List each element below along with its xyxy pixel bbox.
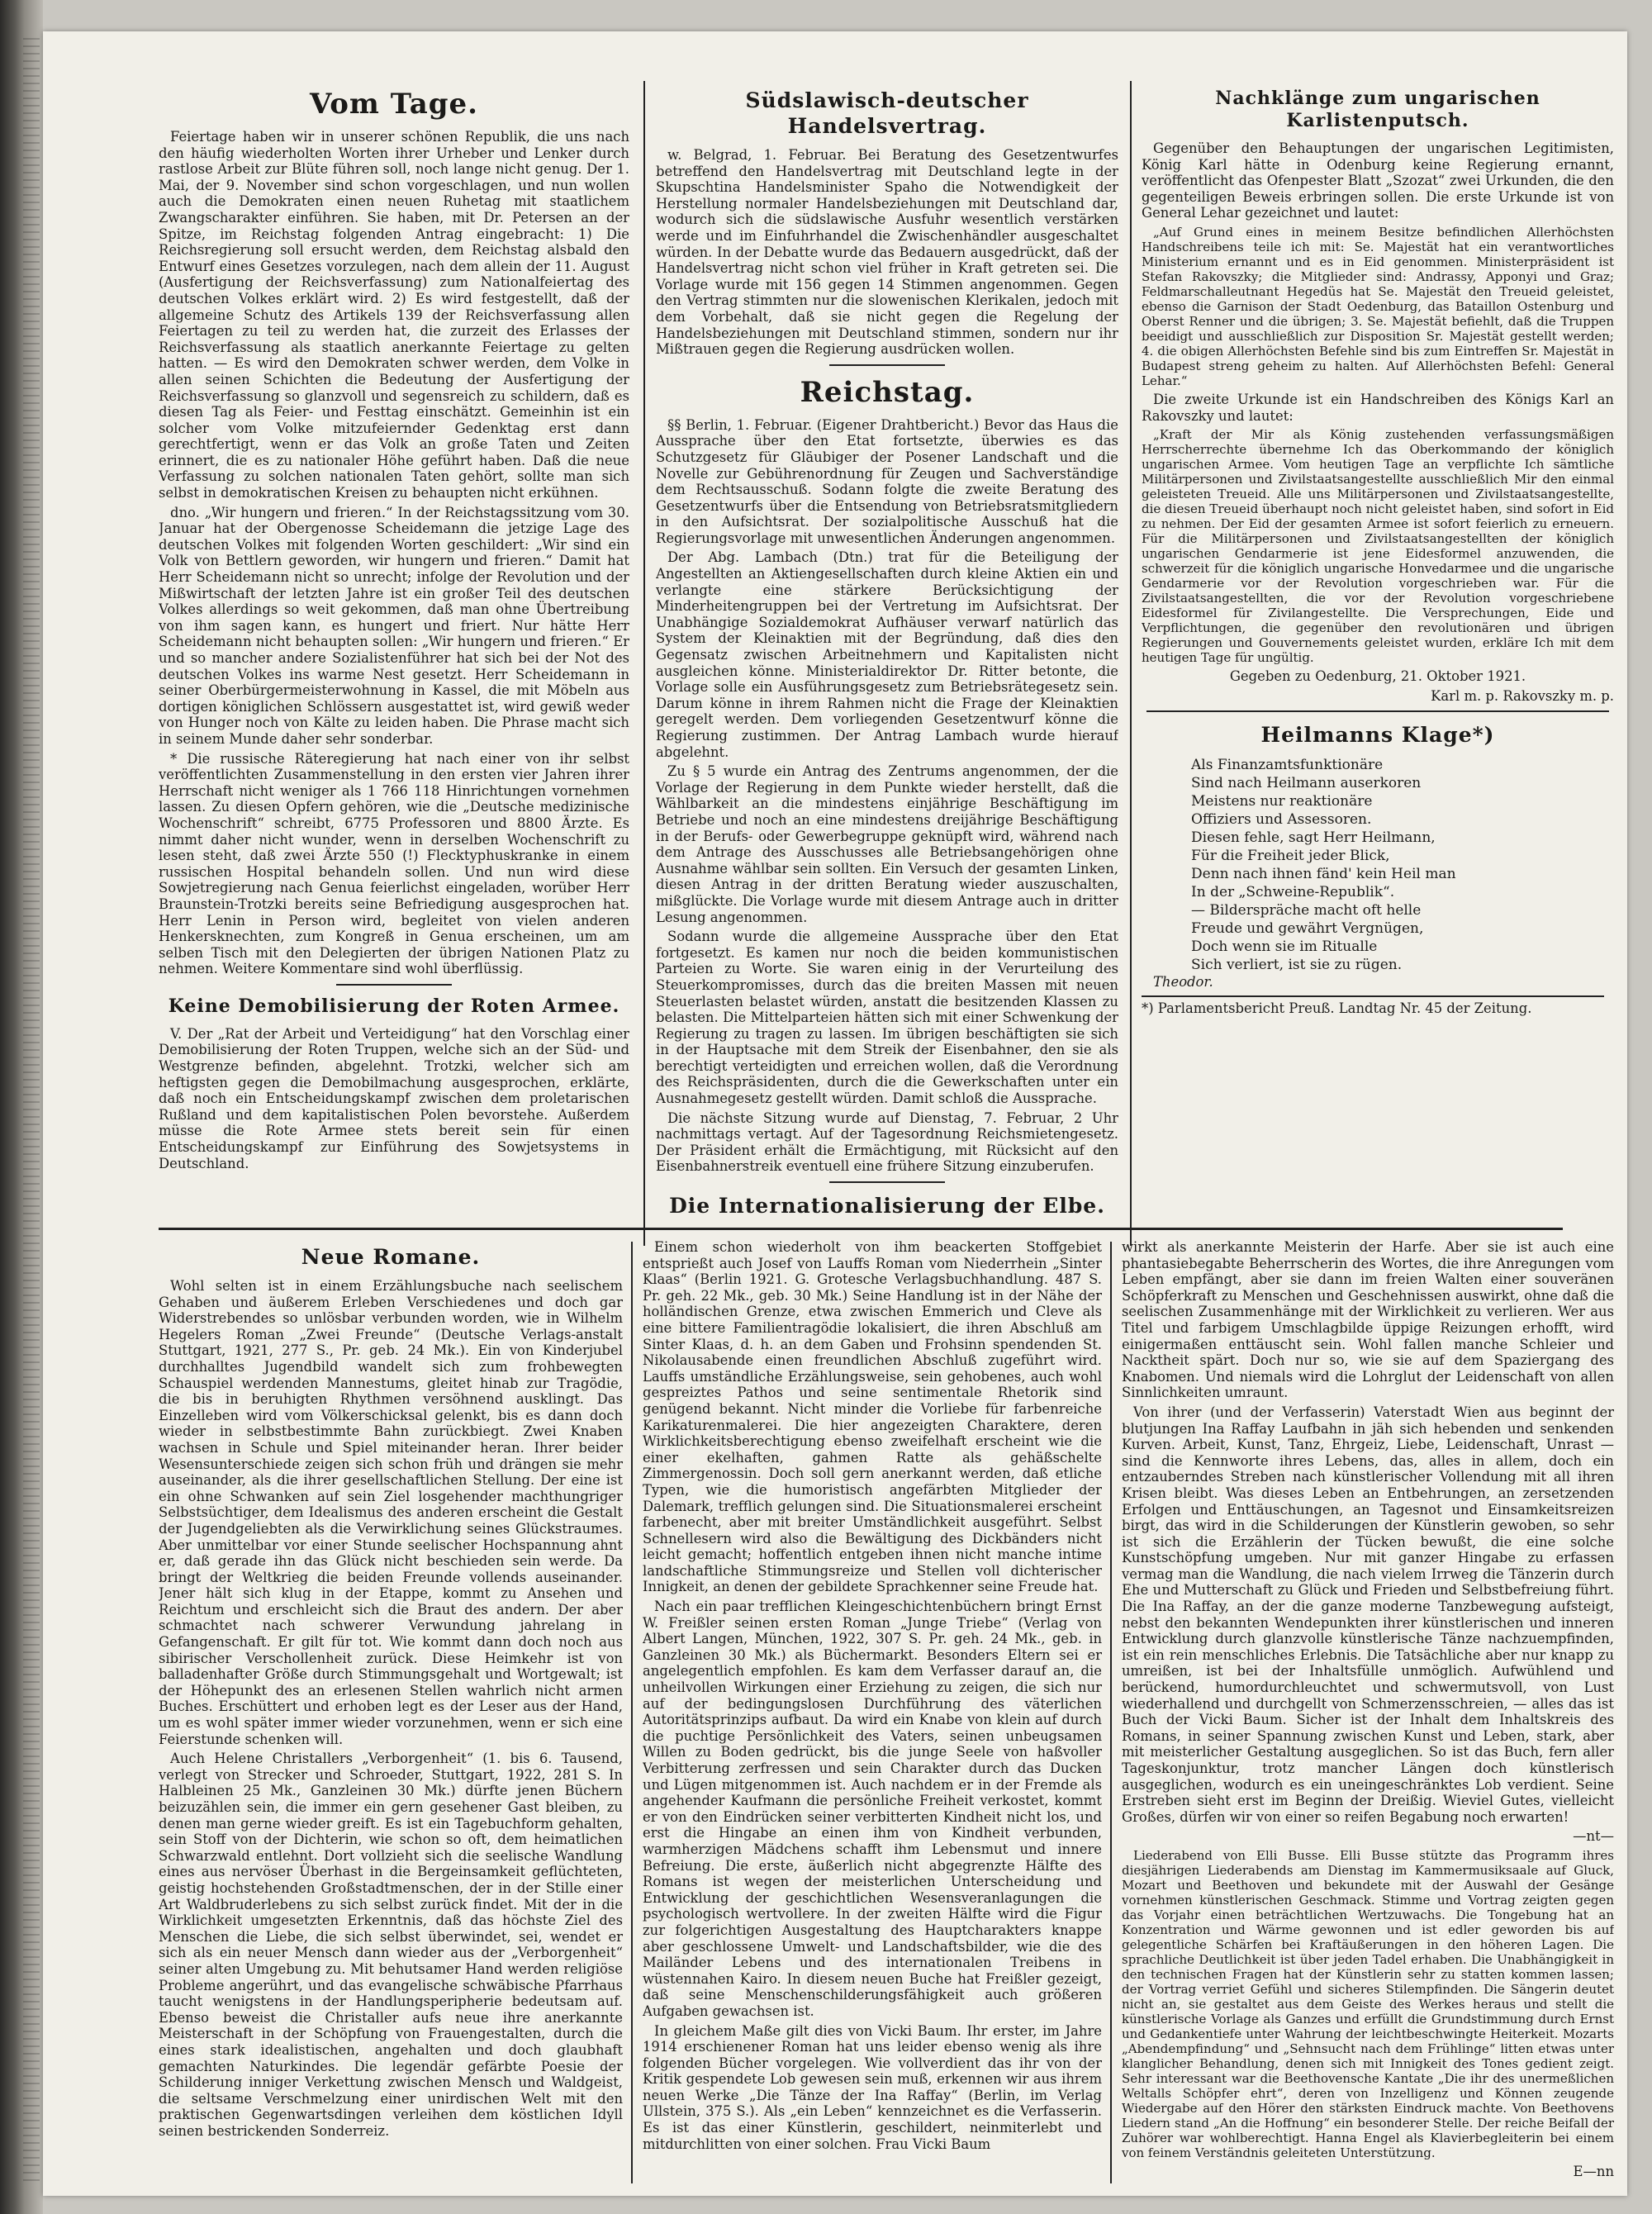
reichstag-paragraph-3: Zu § 5 wurde ein Antrag des Zentrums angenommen, der die Vorlage der Regierung in dem Punkte wieder herstellt, daß die Wählbarkeit an die mindestens einjährige Beschäftigung im Betriebe und noch an eine mindestens dreijährige Beschäftigung in der Berufs- oder Gewerbegruppe geknüpft wird, während nach dem Antrage des Ausschusses alle Betriebsangehörigen ohne Ausnahme wählbar sein sollten. Ein Versuch der gesamten Linken, diesen Antrag in der dritten Beratung wieder auszuschalten, mißglückte. Die Vorlage wurde mit diesem Antrage auch in dritter Lesung angenommen. xyxy=(656,763,1118,925)
romane-title: Neue Romane. xyxy=(301,1245,481,1269)
poem-line: Offiziers und Assessoren. xyxy=(1191,811,1372,829)
column-2 xyxy=(656,83,1118,1227)
romane-signature-1: —nt— xyxy=(1573,1828,1614,1845)
romane-paragraph-5: In gleichem Maße gilt dies von Vicki Baum. Ihr erster, im Jahre 1914 erschienener Roman hat uns leider ebenso wenig als ihre folgenden Bücher vorgelegen. Wie vollverdient das ihr von der Kritik gespendete Lob gewesen sein muß, erkennen wir aus ihrem neuen Werke „Die Tänze der Ina Raffay“ (Berlin, im Verlag Ullstein, 375 S.). Als „ein Leben“ kennzeichnet es die Verfasserin. Es ist das einer Künstlerin, geschildert, neinmiterlebt und mitdurchlitten von einer solchen. Frau Vicki Baum xyxy=(643,2022,1102,2152)
romane-paragraph-4: Nach ein paar trefflichen Kleingeschichtenbüchern bringt Ernst W. Freißler seinen ersten Roman „Junge Triebe“ (Verlag von Albert Langen, München, 1922, 307 S. Pr. geh. 24 Mk., geb. in Ganzleinen 30 Mk.) als Büchermarkt. Besonders Eltern sei er angelegentlich empfohlen. Es kam dem Verfasser darauf an, die unheilvollen Wirkungen einer Erziehung zu zeigen, die sich nur auf der bedingungslosen Durchführung des väterlichen Autoritätsprinzips aufbaut. Da wird ein Knabe von klein auf durch die puchtige Persönlichkeit des Vaters, seinen unbeugsamen Willen zu Boden gedrückt, bis die junge Seele von haßvoller Verbitterung zerfressen und sein Charakter durch das Ducken und Lügen mitgenommen ist. Auch nachdem er in der Fremde als angehender Kaufmann die persönliche Freiheit verkostet, kommt er von den Eindrücken seiner verbitterten Kindheit nicht los, und erst die Hingabe an einen ihm von Kindheit verbunden, warmherzigen Mädchens schafft ihm Lebensmut und innere Befreiung. Die erste, äußerlich nicht abgegrenzte Hälfte des Romans ist wegen der meisterlichen Unterscheidung und Entwicklung der geschichtlichen Wesensveranlagungen die psychologisch wertvollere. In der zweiten Hälfte wird die Figur zur folgerichtigen Ausgestaltung des Hauptcharakters knappe aber geschlossene Umwelt- und Landschaftsbilder, wie die des Mailänder Lebens und des internationalen Treibens in wüstennahen Kairo. In diesem neuen Buche hat Freißler gezeigt, daß seine Menschenschilderungsfähigkeit auch größeren Aufgaben gewachsen ist. xyxy=(643,1599,1102,2019)
column-rule-4 xyxy=(1110,1242,1112,2183)
reichstag-paragraph-4: Sodann wurde die allgemeine Aussprache über den Etat fortgesetzt. Es kamen nur noch die beiden kommunistischen Parteien zu Worte. Sie waren einig in der Verurteilung des Steuerkompromisses, durch das die breiten Massen mit neuen Steuerlasten belastet würden, anstatt die besitzenden Klassen zu belasten. Die Mittelparteien hätten sich mit einer Schwenkung der Regierung zu tragen zu lassen. Im übrigen beschäftigten sie sich in der Hauptsache mit dem Streik der Eisenbahner, den sie als berechtigt verteidigten und erreichen wollen, daß die Verordnung des Reichspräsidenten, durch die die Gewerkschaften unter ein Ausnahmegesetz gestellt würden. Damit schloß die Aussprache. xyxy=(656,929,1118,1107)
newspaper-page xyxy=(43,31,1627,2196)
elbe-title: Die Internationalisierung der Elbe. xyxy=(669,1194,1105,1219)
romane-paragraph-7: Von ihrer (und der Verfasserin) Vaterstadt Wien aus beginnt der blutjungen Ina Raffay Laufbahn in jäh sich hebenden und senkenden Kurven. Arbeit, Kunst, Tanz, Ehrgeiz, Liebe, Leidenschaft, Unrast — sind die Kennworte ihres Lebens, das, alles in allem, doch ein entzauberndes Streben nach künstlerischer Vollendung mit all ihren Krisen bleibt. Was dieses Leben an Entbehrungen, an zersetzenden Erfolgen und Enttäuschungen, an Tagesnot und Einsamkeitsreizen birgt, das wird in die Schilderungen der Künstlerin gewoben, so sehr ist sich die Erzählerin der Tücken bewußt, die eine solche Kunstschöpfung umgeben. Nur mit ganzer Hingabe zu erfassen vermag man die Wandlung, die nach vielem Irrweg die Tänzerin durch Ehe und Mutterschaft zu Glück und Frieden und Selbstbefreiung führt. Die Ina Raffay, an der die ganze moderne Tanzbewegung aufsteigt, nebst den bekannten Wendepunkten ihrer künstlerischen und inneren Entwicklung durch glanzvolle künstlerische Tänze nachzuempfinden, ist ein rein menschliches Erlebnis. Die Tatsächliche aber nur knapp zu umreißen, ist bei der Inhaltsfülle unmöglich. Aufwühlend und berückend, humordurchleuchtet und schwermutsvoll, von Lust wiederhallend und durchgellt von Schmerzensschreien, — alles das ist Buch der Vicki Baum. Sicher ist der Inhalt dem Inhaltskreis des Romans, in seiner Spannung zwischen Kunst und Leben, stark, aber mit meisterlicher Gestaltung ausgeglichen. So ist das Buch, fern aller Tageskonjunktur, trotz mancher Längen doch künstlerisch ausgeglichen, wodurch es ein uneingeschränktes Lob verdient. Seine Erstreben sieht erst im Beginn der Dreißig. Wieviel Gutes, vielleicht Großes, dürfen wir von einer so reifen Begabung noch erwarten! xyxy=(1122,1404,1614,1825)
poem-line: Denn nach ihnen fänd' kein Heil man xyxy=(1191,866,1456,883)
vom-tage-paragraph-3: * Die russische Räteregierung hat nach einer von ihr selbst veröffentlichten Zusammenstellung in den ersten vier Jahren ihrer Herrschaft nicht weniger als 1 766 118 Hinrichtungen vornehmen lassen. Zu diesen Opfern gehören, wie die „Deutsche medizinische Wochenschrift“ schreibt, 6775 Professoren und 8800 Ärzte. Es nimmt daher nicht wunder, wenn in derselben Wochenschrift zu lesen steht, daß zwei Ärzte 550 (!) Flecktyphuskranke in einem russischen Hospital behandeln sollen. Und nun wird diese Sowjetregierung nach Genua feierlichst eingeladen, worüber Herr Braunstein-Trotzki bereits seine Befriedigung ausgesprochen hat. Herr Lenin in Person wird, begleitet von vielen anderen Henkersknechten, zum Kongreß in Genua erscheinen, um am selben Tisch mit den Delegierten der übrigen Nationen Platz zu nehmen. Weitere Kommentare sind wohl überflüssig. xyxy=(159,750,629,977)
short-divider xyxy=(1142,995,1604,997)
karlistenputsch-paragraph-1: Gegenüber den Behauptungen der ungarischen Legitimisten, König Karl hätte in Odenburg keine Regierung ernannt, veröffentlicht das Ofenpester Blatt „Szozat“ zwei Urkunden, die den gegenteiligen Beweis erbringen sollen. Die erste Urkunde ist von General Lehar gezeichnet und lautet: xyxy=(1142,140,1614,221)
short-divider xyxy=(829,364,945,366)
book-binding xyxy=(0,0,43,2214)
column-3 xyxy=(1142,83,1614,1227)
poem-line: Freude und gewährt Vergnügen, xyxy=(1191,920,1424,938)
short-divider xyxy=(1146,710,1609,712)
heilmann-footnote: *) Parlamentsbericht Preuß. Landtag Nr. 45 der Zeitung. xyxy=(1142,1000,1532,1016)
heilmann-poem xyxy=(1142,756,1614,974)
karlistenputsch-signatures: Karl m. p. Rakovszky m. p. xyxy=(1431,687,1614,704)
poem-line: — Bilderspräche macht oft helle xyxy=(1191,902,1422,919)
reichstag-paragraph-1: §§ Berlin, 1. Februar. (Eigener Drahtbericht.) Bevor das Haus die Aussprache über den Etat fortsetzte, überwies es das Schutzgesetz für Gläubiger der Posener Landschaft und die Novelle zur Gebührenordnung für Zeugen und Sachverständige dem Rechtsausschuß. Sodann folgte die zweite Beratung des Gesetzentwurfs über die Entsendung von Betriebsratsmitgliedern in den Aufsichtsrat. Der sozialpolitische Ausschuß hat die Regierungsvorlage mit unwesentlichen Änderungen angenommen. xyxy=(656,416,1118,546)
poem-line: In der „Schweine-Republik“. xyxy=(1191,884,1395,901)
short-divider xyxy=(336,984,452,986)
romane-column-2 xyxy=(643,1239,1102,2189)
handelsvertrag-title: Südslawisch-deutscher Handelsvertrag. xyxy=(745,88,1029,138)
liederabend-paragraph: Liederabend von Elli Busse. Elli Busse stützte das Programm ihres diesjährigen Liederabends am Dienstag im Kammermusiksaale auf Gluck, Mozart und Beethoven und bekundete mit der Auswahl der Gesänge vornehmen künstlerischen Geschmack. Stimme und Vortrag zeigten gegen das Vorjahr einen beträchtlichen Wertzuwachs. Die Tongebung hat an Konzentration und Wärme gewonnen und ist edler geworden bis auf gelegentliche Schärfen bei Kraftäußerungen in den höheren Lagen. Die sprachliche Deutlichkeit ist über jeden Tadel erhaben. Die Unabhängigkeit in den technischen Fragen hat der Künstlerin sehr zu statten kommen lassen; der Vortrag verriet Gefühl und sicheres Stilempfinden. Die Sängerin deutet nicht an, sie gestaltet aus dem Geiste des Werkes heraus und stellt die künstlerische Vorlage als Ganzes und erfüllt die Grundstimmung durch Ernst und Gedankentiefe unter Wahrung der leichtbeschwingte Heiterkeit. Mozarts „Abendempfindung“ und „Sehnsucht nach dem Frühlinge“ litten etwas unter klanglicher Behandlung, denen sich mit Innigkeit des Tones gedient zeigt. Sehr interessant war die Beethovensche Kantate „Die ihr des unermeßlichen Weltalls Schöpfer ehrt“, deren von Inzelligenz und Können zeugende Wiedergabe auf den Hörer den stärksten Eindruck machte. Von Beethovens Liedern stand „An die Hoffnung“ ein besonderer Stelle. Der reiche Beifall der Zuhörer war wohlberechtigt. Hanna Engel als Klavierbegleiterin bei einem von feinem Verständnis geleiteten Unterstützung. xyxy=(1122,1847,1614,2160)
binding-edge xyxy=(23,33,40,2181)
poem-line: Für die Freiheit jeder Blick, xyxy=(1191,848,1390,865)
column-1 xyxy=(159,83,629,1227)
romane-column-3 xyxy=(1122,1239,1614,2189)
poem-line: Sind nach Heilmann auserkoren xyxy=(1191,775,1422,792)
romane-paragraph-3: Einem schon wiederholt von ihm beackerten Stoffgebiet entsprießt auch Josef von Lauffs Roman vom Niederrhein „Sinter Klaas“ (Berlin 1921. G. Grotesche Verlagsbuchhandlung. 487 S. Pr. geh. 22 Mk., geb. 30 Mk.) Seine Handlung ist in der Nähe der holländischen Grenze, etwa zwischen Emmerich und Cleve als eine bittere Familientragödie lokalisiert, die ihren Abschluß am Sinter Klaas, d. h. an dem Gaben und Frohsinn spendenden St. Nikolausabende einen freundlichen Abschluß zugeführt wird. Lauffs umständliche Erzählungsweise, sein gehobenes, auch wohl gespreiztes Pathos und seine sentimentale Rhetorik sind genügend bekannt. Nicht minder die Vorliebe für farbenreiche Karikaturenmalerei. Die hier angezeigten Charaktere, deren Wirklichkeitsberechtigung ebenso zweifelhaft erscheint wie die einer ekelhaften, gahmen Ratte als gehäßschelte Zimmergenossin. Doch soll gern anerkannt werden, daß etliche Typen, wie die humoristisch angefärbten Mitglieder der Dalemark, trefflich gelungen sind. Die Situationsmalerei erscheint farbenecht, aber mit breiter Umständlichkeit ausgeführt. Selbst Schnellesern wird also die Bewältigung des Dickbänders nicht leicht gemacht; hoffentlich entgeben ihnen nicht manche intime landschaftliche Stimmungsreize und Stellen voll dichterischer Innigkeit, an denen der gebildete Sprachkenner seine Freude hat. xyxy=(643,1239,1102,1595)
romane-paragraph-1: Wohl selten ist in einem Erzählungsbuche nach seelischem Gehaben und äußerem Erleben Verschiedenes und doch gar Widerstrebendes so unlösbar verbunden worden, wie in Wilhelm Hegelers Roman „Zwei Freunde“ (Deutsche Verlags-anstalt Stuttgart, 1921, 277 S., Pr. geb. 24 Mk.). Ein von Kinderjubel durchhalltes Jugendbild wandelt sich zum frohbewegten Schauspiel werdenden Mannestums, gleitet hinab zur Tragödie, die bis in beruhigten Rhythmen versöhnend ausklingt. Das Einzelleben wird vom Völkerschicksal gelenkt, bis es dann doch wieder in selbstbestimmte Bahn zurückbiegt. Zwei Knaben wachsen in Schule und Spiel miteinander heran. Ihrer beider Wesensunterschiede zeigen sich schon früh und drängen sie mehr auseinander, als die ihrer gesellschaftlichen Stellung. Der eine ist ein ohne Schwanken auf sein Ziel losgehender machthungriger Selbstsüchtiger, dem Idealismus des anderen erscheint die Gestalt der Jugendgeliebten als die Verwirklichung seines Glückstraumes. Aber unmittelbar vor einer Stunde seelischer Hochspannung ahnt er, daß gerade ihn das Glück nicht beschieden sein werde. Da bringt der Weltkrieg die beiden Freunde vollends auseinander. Jener hält sich klug in der Etappe, kommt zu Ansehen und Reichtum und erschleicht sich die Braut des andern. Der aber schmachtet nach schwerer Verwundung jahrelang in Gefangenschaft. Er gilt für tot. Wie kommt dann doch noch aus sibirischer Verschollenheit zurück. Diese Heimkehr ist von balladenhafter Größe durch Stimmungsgehalt und Wortgewalt; ist der Höhepunkt des an erlesenen Stellen wahrlich nicht armen Buches. Erschüttert und erhoben legt es der Leser aus der Hand, um es wohl später immer wieder vorzunehmen, wenn er sich eine Feierstunde schenken will. xyxy=(159,1278,623,1747)
karlistenputsch-paragraph-2: „Auf Grund eines in meinem Besitze befindlichen Allerhöchsten Handschreibens teile ich mit: Se. Majestät hat ein verantwortliches Ministerium ernannt und es in Eid genommen. Ministerpräsident ist Stefan Rakovszky; die Mitglieder sind: Andrassy, Apponyi und Graz; Feldmarschalleutnant Hegedüs hat Se. Majestät den Treueid geleistet, ebenso die Garnison der Stadt Oedenburg, das Bataillon Ostenburg und Oberst Renner und die übrigen; 3. Se. Majestät befiehlt, daß die Truppen beeidigt und ausschließlich zur Disposition Sr. Majestät gestellt werden; 4. die obigen Allerhöchsten Befehle sind bis zum Eintreffen Sr. Majestät in Budapest streng geheim zu halten. Auf Allerhöchsten Befehl: General Lehar.“ xyxy=(1142,224,1614,388)
poem-line: Meistens nur reaktionäre xyxy=(1191,793,1373,810)
reichstag-paragraph-2: Der Abg. Lambach (Dtn.) trat für die Beteiligung der Angestellten an Aktiengesellschaften durch kleine Aktien ein und verlangte eine stärkere Berücksichtigung der Minderheitengruppen bei der Vertretung im Aufsichtsrat. Der Unabhängige Sozialdemokrat Aufhäuser verwarf natürlich das System der Kleinaktien mit der Begründung, daß dies den Gegensatz zwischen Arbeitnehmern und Kapitalisten nicht ausgleichen könne. Ministerialdirektor Dr. Ritter betonte, die Vorlage solle ein Ausführungsgesetz zum Betriebsrätegesetz sein. Darum könne in ihrem Rahmen nicht die Frage der Kleinaktien geregelt werden. Dem vorliegenden Gesetzentwurf könne die Regierung zustimmen. Der Antrag Lambach wurde hierauf abgelehnt. xyxy=(656,549,1118,760)
vom-tage-paragraph-1: Feiertage haben wir in unserer schönen Republik, die uns nach den häufig wiederholten Worten ihrer Urheber und Lenker durch rastlose Arbeit zur Blüte führen soll, noch lange nicht genug. Der 1. Mai, der 9. November sind schon vorgeschlagen, und nun wollen auch die Demokraten einen neuen Ruhetag mit staatlichem Zwangscharakter einführen. Sie haben, mit Dr. Petersen an der Spitze, im Reichstag folgenden Antrag eingebracht: 1) Die Reichsregierung soll ersucht werden, dem Reichstag alsbald den Entwurf eines Gesetzes vorzulegen, nach dem allein der 11. August (Ausfertigung der Reichsverfassung) zum Nationalfeiertag des deutschen Volkes erklärt wird. 2) Es wird festgestellt, daß der allgemeine Schutz des Artikels 139 der Reichsverfassung allen Feiertagen zu teil zu werden hat, die zurzeit des Erlasses der Reichsverfassung als staatlich anerkannte Feiertage zu gelten hatten. — Es wird den Demokraten schwer werden, dem Volke in allen seinen Schichten die Bedeutung der Ausfertigung der Reichsverfassung so glanzvoll und segensreich zu schildern, daß es diesen Tag als Feier- und Festtag einschätzt. Gemeinhin ist ein solcher vom Volke mitzufeiernder Gedenktag erst dann gerechtfertigt, wenn er das Volk an große Taten und Zeiten erinnert, die es zu nationaler Höhe geführt haben. Daß die neue Verfassung zu solchen nationalen Taten gehört, sollte man sich selbst in demokratischen Kreisen zu behaupten nicht erkühnen. xyxy=(159,129,629,501)
romane-column-1 xyxy=(159,1239,623,2189)
romane-paragraph-2: Auch Helene Christallers „Verborgenheit“ (1. bis 6. Tausend, verlegt von Strecker und Schroeder, Stuttgart, 1922, 281 S. In Halbleinen 25 Mk., Ganzleinen 30 Mk.) dürfte jenen Büchern beizuzählen sein, die immer ein gern gesehener Gast bleiben, zu denen man gerne wieder greift. Es ist ein Tagebuchform gehalten, sein Stoff von der Dichterin, wie schon so oft, dem heimatlichen Schwarzwald entlehnt. Dort vollzieht sich die seelische Wandlung eines aus nervöser Überhast in die Bergeinsamkeit geflüchteten, geistig hochstehenden Großstadtmenschen, der in der Stille einer Art Waldbruderlebens zu sich selbst zurück findet. Mit der in die Wirklichkeit umgesetzten Erkenntnis, daß das höchste Ziel des Menschen die Liebe, die sich selbst überwindet, sei, wendet er sich als ein neuer Mensch dann wieder aus der „Verborgenheit“ seiner alten Umgebung zu. Mit behutsamer Hand werden religiöse Probleme angerührt, und das evangelische schwäbische Pfarrhaus taucht wenigstens in der Handlungsperipherie bedeutsam auf. Ebenso beweist die Christaller aufs neue ihre anerkannte Meisterschaft in der Schöpfung von Frauengestalten, durch die eines stark idealistischen, angehalten und doch glaubhaft gemachten Naturkindes. Die legendär gefärbte Poesie der Schilderung inniger Verkettung zwischen Mensch und Waldgeist, die seltsame Verschmelzung einer unirdischen Welt mit den praktischen Gegenwartsdingen verleihen dem köstlichen Idyll seinen bestrickenden Sonderreiz. xyxy=(159,1751,623,2139)
karlistenputsch-paragraph-3: Die zweite Urkunde ist ein Handschreiben des Königs Karl an Rakovszky und lautet: xyxy=(1142,391,1614,424)
section-divider xyxy=(159,1228,1563,1230)
vom-tage-paragraph-2: dno. „Wir hungern und frieren.“ In der Reichstagssitzung vom 30. Januar hat der Obergenosse Scheidemann die jetzige Lage des deutschen Volkes mit folgenden Worten geschildert: „Wir sind ein Volk von Bettlern geworden, wir hungern und frieren.“ Damit hat Herr Scheidemann nicht so unrecht; infolge der Revolution und der Mißwirtschaft der letzten Jahre ist ein großer Teil des deutschen Volkes allerdings so weit gekommen, daß man ohne Übertreibung von ihm sagen kann, es hungert und friert. Nur hätte Herr Scheidemann nicht behaupten sollen: „Wir hungern und frieren.“ Er und so mancher andere Sozialistenführer hat sich bei der Not des deutschen Volkes ins warme Nest gesetzt. Herr Scheidemann in seiner Oberbürgermeisterwohnung in Kassel, die mit Möbeln aus dortigen königlichen Schlössern ausgestattet ist, wird gewiß weder von Hunger noch von Kälte zu leiden haben. Die Phrase macht sich in seinem Munde daher sehr sonderbar. xyxy=(159,504,629,747)
poem-line: Doch wenn sie im Ritualle xyxy=(1191,938,1378,956)
poem-line: Als Finanzamtsfunktionäre xyxy=(1191,757,1384,774)
short-divider xyxy=(829,1181,945,1183)
demobilisierung-paragraph: V. Der „Rat der Arbeit und Verteidigung“ hat den Vorschlag einer Demobilisierung der Roten Truppen, welche sich an der Süd- und Westgrenze befinden, abgelehnt. Trotzki, welcher sich am heftigsten gegen die Demobilmachung ausgesprochen, erklärte, daß noch ein Entscheidungskampf zwischen dem proletarischen Rußland und dem kapitalistischen Polen bevorstehe. Außerdem müsse die Rote Armee stets bereit sein für einen Entscheidungskampf zur Einführung des Sowjetsystems in Deutschland. xyxy=(159,1025,629,1171)
romane-paragraph-6: wirkt als anerkannte Meisterin der Harfe. Aber sie ist auch eine phantasiebegabte Beherrscherin des Wortes, die ihre Anregungen vom Leben empfängt, aber sie dann im freien Walten einer souveränen Schöpferkraft zu Menschen und Geschehnissen auswirkt, ohne daß die seelischen Zusammenhänge mit der Wirklichkeit zu verlieren. Wer aus Titel und farbigem Umschlagbilde üppige Reizungen erhofft, wird einigermaßen enttäuscht sein. Wohl fallen manche Schleier und Nacktheit spärt. Doch nur so, wie sie auf dem Spaziergang des Knabomen. Und niemals wird die Lohrglut der Leidenschaft von allen Sinnlichkeiten umraunt. xyxy=(1122,1239,1614,1401)
karlistenputsch-date: Gegeben zu Oedenburg, 21. Oktober 1921. xyxy=(1229,668,1526,685)
karlistenputsch-paragraph-4: „Kraft der Mir als König zustehenden verfassungsmäßigen Herrscherrechte übernehme Ich das Oberkommando der königlich ungarischen Armee. Vom heutigen Tage an verpflichte Ich sämtliche Militärpersonen und Zivilstaatsangestellte ausschließlich Mir den einmal geleisteten Treueid. Alle uns Militärpersonen und Zivilstaatsangestellte, die diesen Treueid überhaupt noch nicht geleistet haben, sind sofort in Eid zu nehmen. Der Eid der gesamten Armee ist sofort feierlich zu erneuern. Für die Militärpersonen und Zivilstaatsangestellten der königlich ungarischen Gendarmerie ist jene Eidesformel anzuwenden, die schwerzeit für die königlich ungarische Honvedarmee und die ungarische Gendarmerie vor der Revolution vorgeschrieben war. Für die Zivilstaatsangestellten, die vor der Revolution vorgeschriebene Eidesformel für Zivilangestellte. Die Versprechungen, Eide und Verpflichtungen, die gegenüber den revolutionären und übrigen Regierungen und Gouvernements geleistet wurden, erkläre Ich mit dem heutigen Tage für ungültig. xyxy=(1142,427,1614,666)
karlistenputsch-title: Nachklänge zum ungarischen Karlistenputsch. xyxy=(1215,88,1540,131)
liederabend-signature: E—nn xyxy=(1573,2163,1614,2179)
vom-tage-title: Vom Tage. xyxy=(309,88,479,121)
column-rule-1 xyxy=(643,81,645,1246)
demobilisierung-title: Keine Demobilisierung der Roten Armee. xyxy=(168,995,620,1017)
poem-line: Diesen fehle, sagt Herr Heilmann, xyxy=(1191,829,1436,847)
handelsvertrag-paragraph: w. Belgrad, 1. Februar. Bei Beratung des Gesetzentwurfes betreffend den Handelsvertrag mit Deutschland legte in der Skupschtina Handelsminister Spaho die Notwendigkeit der Herstellung normaler Handelsbeziehungen mit Deutschland dar, wodurch sich die südslawische Ausfuhr wesentlich verstärken werde und im Einfuhrhandel die Zwischenhändler ausgeschaltet würden. In der Debatte wurde das Bedauern ausgedrückt, daß der Handelsvertrag nicht schon viel früher in Kraft getreten sei. Die Vorlage wurde mit 156 gegen 14 Stimmen angenommen. Gegen den Vertrag stimmten nur die slowenischen Klerikalen, jedoch mit dem Vorbehalt, daß sie nicht gegen die Regelung der Handelsbeziehungen mit Deutschland stimmen, sondern nur ihr Mißtrauen gegen die Regierung ausdrücken wollen. xyxy=(656,147,1118,358)
poem-line: Sich verliert, ist sie zu rügen. xyxy=(1191,957,1403,974)
heilmann-title: Heilmanns Klage*) xyxy=(1260,723,1495,748)
reichstag-title: Reichstag. xyxy=(800,375,975,409)
reichstag-paragraph-5: Die nächste Sitzung wurde auf Dienstag, 7. Februar, 2 Uhr nachmittags vertagt. Auf der Tagesordnung Reichsmietengesetz. Der Präsident erhält die Ermächtigung, mit Rücksicht auf den Eisenbahnerstreik eventuell eine frühere Sitzung einzuberufen. xyxy=(656,1109,1118,1175)
column-rule-3 xyxy=(631,1242,633,2183)
poem-author: Theodor. xyxy=(1153,974,1213,991)
column-rule-2 xyxy=(1130,81,1132,1246)
